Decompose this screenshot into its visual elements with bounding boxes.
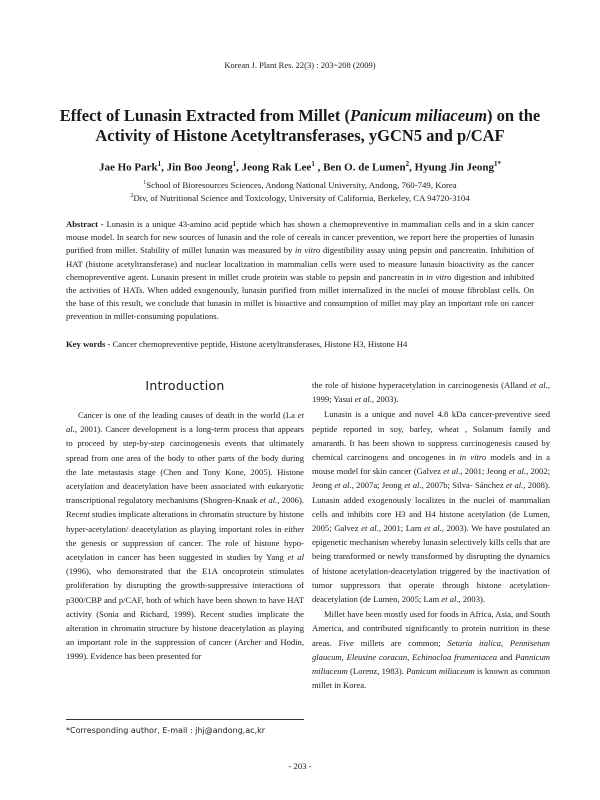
title-text-end: ) on the Activity of Histone Acetyltransferases, yGCN5 and p/CAF (95, 106, 541, 145)
italic: in vitro (459, 452, 487, 463)
italic: et al. (66, 410, 304, 435)
italic: et al. (361, 523, 379, 534)
text: , 2003). (371, 394, 399, 405)
text: Lunasin is a unique and novel 4.8 kDa cancer-preventive seed peptide reported in soy, barley, wheat , Solanum family and amaranth. It has been shown to suppress carcinogenesis caused by chemical carcinogens and oncogenes in (312, 409, 550, 463)
text: , 2003). (458, 594, 486, 605)
section-heading: Introduction (145, 378, 225, 393)
text: and (497, 651, 516, 662)
author: Ben O. de Lumen (323, 161, 406, 174)
left-column (66, 378, 304, 664)
affiliation-text: Div, of Nutritional Science and Toxicology, University of California, Berkeley, CA 94720-3104 (133, 193, 470, 203)
text: , 2007b; Silva- Sánchez (421, 480, 506, 491)
paragraph (312, 607, 550, 692)
title-species: Panicum miliaceum (350, 106, 488, 125)
italic: Panicum miliaceum (406, 666, 475, 677)
journal-header: Korean J. Plant Res. 22(3) : 203~208 (2009) (224, 60, 376, 70)
affiliation-mark: 1 (143, 180, 147, 187)
page-number: - 203 - (288, 761, 312, 771)
right-column (312, 378, 550, 692)
corresponding-author-footnote: *Corresponding author, E-mail : jhj@andong,ac,kr (66, 726, 266, 735)
text: (1996), who demonstrated that the E1A oncoprotein stimulates proliferation by disrupting the growth-suppressive interactions of p300/CBP and p/CAF, both of which have been shown to have HAT activity (Sonia and Richard, 1999). Recent studies implicate the alteration in chromatin structure by histone deacetylation as playing an important role in the suppression of cancer (Archer and Hodin, 1999). Evidence has been presented for (66, 566, 304, 662)
text: , 2001; Jeong (460, 466, 509, 477)
text: , 2006). Recent studies implicate alterations in chromatin structure by histone hyper-acetylation/ deacetylation as playing important roles in either the genesis or suppression of cancer. The role of histone hypo-acetylation in cancer has been suggested in studies by Yang (66, 495, 304, 563)
author: Hyung Jin Jeong (414, 161, 495, 174)
abstract (66, 218, 534, 324)
italic: et al. (404, 480, 422, 491)
italic: Pannicum miliaceum (312, 651, 550, 677)
abstract-text: digestibility assay using pepsin and pancreatin. Inhibition of HAT (histone acetyltransferase) and nuclear localization in mammalian cells were used to measure lunasin bioactivity as the cancer chemopreventive agent. Lunasin present in millet crude protein was stable to pepsin and pancreatin in (66, 245, 534, 282)
italic: et al. (354, 394, 372, 405)
italic: et al. (259, 495, 278, 506)
author-affiliation-mark: 2 (405, 160, 410, 168)
italic: et al. (334, 480, 352, 491)
text: (Lorenz, 1983). (347, 666, 407, 677)
paragraph (312, 407, 550, 606)
keywords-label: Key words - (66, 339, 111, 349)
author: Jeong Rak Lee (241, 161, 312, 174)
text: , 2007a; Jeong (351, 480, 405, 491)
author: Jae Ho Park (98, 161, 158, 174)
text: , 2001). Cancer development is a long-term process that appears to proceed by step-by-step carcinogenesis events that ultimately spread from one area of the body to other parts of the body during the late metastasis stage (Chen and Tony Kone, 2005). Histone acetylation and deacetylation have been associated with eukaryotic transcriptional regulatory mechanisms (Shogren-Knaak (66, 424, 304, 506)
text: , 2003). We have postulated an epigenetic mechanism whereby lunasin selectively kills cells that are being transformed or newly transformed by disrupting the dynamics of histone acetylation-deacetylation triggered by the inactivation of tumor suppressors that operate through histone acetylation-deacetylation (de Lumen, 2005; Lam (312, 523, 550, 605)
abstract-italic: in vitro (295, 245, 321, 256)
footnote-divider (66, 719, 304, 720)
text: , 1999; Yasui (312, 380, 550, 405)
abstract-text: digestion and inhibited the activities of HATs. When added exogenously, lunasin purified from millet internalized in the nuclei of mouse fibroblast cells. On the base of this result, we conclude that lunasin in millet is bioactive and consumption of millet may play an important role on cancer prevention in millet-consuming populations. (66, 271, 534, 322)
author-affiliation-mark: 1* (494, 160, 502, 168)
keywords (66, 339, 534, 349)
italic: Setaria italica, Pennisetum glaucum, Eleusine coracan, Echinocloa frumentacea (312, 637, 550, 662)
abstract-text: Lunasin is a unique 43-amino acid peptide which has shown a chemopreventive in mammalian cells and in a skin cancer mouse model. In search for new sources of lunasin and the role of cereals in cancer prevention, we report here the properties of lunasin purified from millet. Stability of millet lunasin was measured by (66, 219, 534, 256)
affiliation (0, 193, 600, 203)
text: is known as common millet in Korea. (312, 666, 550, 691)
italic: et al. (508, 466, 527, 477)
abstract-italic: in vitro (426, 271, 452, 282)
italic: et al (287, 552, 304, 563)
keywords-text: Cancer chemopreventive peptide, Histone acetyltransferases, Histone H3, Histone H4 (112, 339, 408, 349)
author-affiliation-mark: 1 (311, 160, 315, 168)
paragraph (312, 378, 550, 406)
text: , 2001; Lam (378, 523, 425, 534)
paper-title (40, 106, 560, 146)
text: , 2008). Lunasin added exogenously localizes in the nuclei of mammalian cells and inhibits core H3 and H4 histone acetylation (de Lumen, 2005; Galvez (312, 480, 550, 534)
italic: et al. (505, 480, 524, 491)
author-affiliation-mark: 1 (232, 160, 237, 168)
affiliation-mark: 2 (130, 193, 134, 200)
affiliation (0, 180, 600, 190)
text: the role of histone hyperacetylation in carcinogenesis (Alland (312, 380, 531, 390)
text: Cancer is one of the leading causes of death in the world (La (78, 410, 298, 420)
text: , 2002; Jeong (312, 466, 551, 491)
author-affiliation-mark: 1 (157, 160, 162, 168)
author: Jin Boo Jeong (166, 161, 233, 174)
paragraph (66, 408, 304, 664)
italic: et al. (441, 594, 459, 605)
text: Millet have been mostly used for foods in Africa, Asia, and South America, and contributed significantly to protein nutrition in these areas. Five millets are common; (312, 609, 550, 648)
italic: et al. (443, 466, 461, 477)
text: models and in a mouse model for skin cancer (Galvez (312, 452, 550, 477)
author-list: Jae Ho Park$^1$, Jin Boo Jeong$^1$, Jeong Rak Lee$^1$ , Ben O. de Lumen$^2$, Hyung Jin Jeong$^{1*}$ (98, 160, 502, 174)
italic: et al. (424, 523, 442, 534)
abstract-label: Abstract - (66, 219, 104, 229)
italic: et al. (530, 380, 548, 390)
title-text: Effect of Lunasin Extracted from Millet ( (59, 106, 350, 125)
affiliation-text: School of Bioresources Sciences, Andong National University, Andong, 760-749, Korea (146, 180, 457, 190)
